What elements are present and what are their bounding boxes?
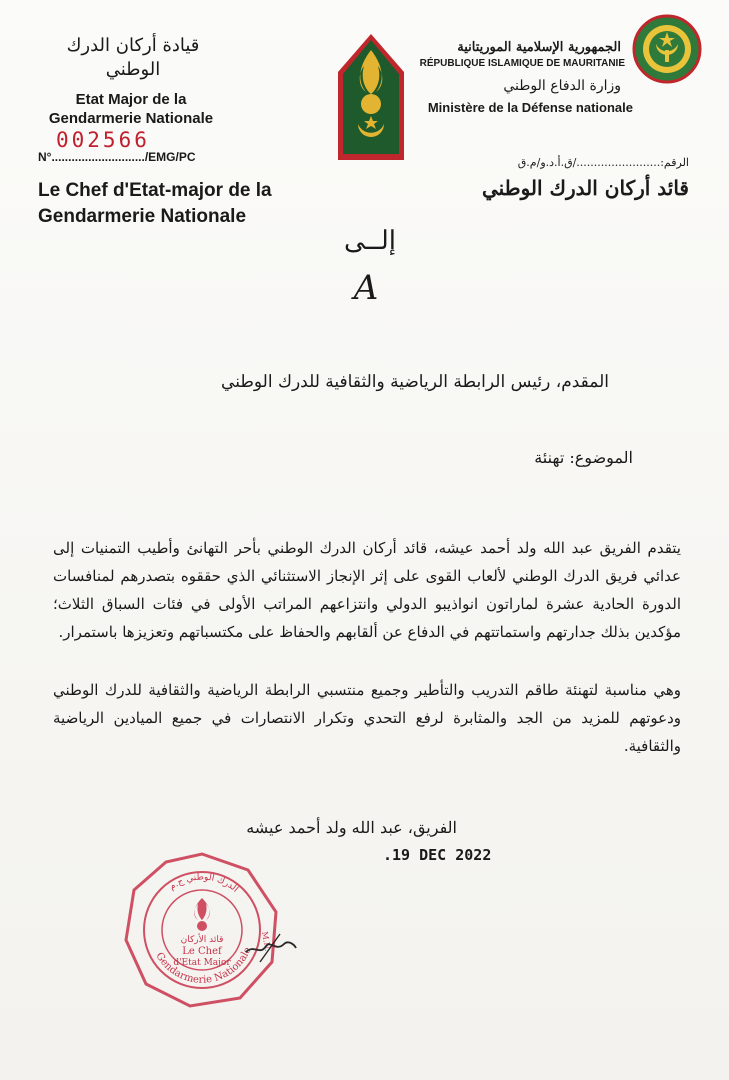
ministry-french: Ministère de la Défense nationale — [427, 100, 633, 115]
signatory: الفريق، عبد الله ولد أحمد عيشه — [246, 818, 457, 837]
serial-number: 002566 — [56, 128, 150, 152]
state-seal-icon — [632, 14, 702, 84]
chief-title-arabic: قائد أركان الدرك الوطني — [481, 176, 689, 200]
reference-left: N°............................/EMG/PC — [38, 150, 196, 164]
to-arabic: إلــى — [343, 226, 397, 256]
chief-title-fr: Le Chef d'Etat-major de la Gendarmerie Nationale — [38, 180, 272, 227]
to-french: A — [353, 268, 379, 308]
stamp-ring-text: Gendarmerie Nationale — [153, 945, 254, 986]
stamp-mn: M.N. — [260, 930, 273, 952]
body-paragraph-2: وهي مناسبة لتهنئة طاقم التدريب والتأطير وجميع منتسبي الرابطة الرياضية والثقافية للدرك الوطني ودعوتهم للمزيد من الجد والمثابرة لرفع التحدي وتكرار الانتصارات في جميع الميادين الرياضية والثقافية. — [53, 681, 681, 755]
republic-french: RÉPUBLIQUE ISLAMIQUE DE MAURITANIE — [419, 58, 625, 69]
stamp-text-em: d'Etat Major — [173, 958, 231, 968]
gendarmerie-emblem-icon — [336, 32, 406, 162]
stamp-text-chef: Le Chef — [182, 946, 222, 957]
body-paragraph-1: يتقدم الفريق عبد الله ولد أحمد عيشه، قائد أركان الدرك الوطني بأحر التهانئ وأطيب التمنيات إلى عدائي فريق الدرك الوطني لألعاب القوى على إثر الإنجاز الاستثنائي الذي حققوه بتصدرهم لمنافسات الدورة الحادية عشرة لماراتون انواذيبو الدولي وانتزاعهم المراتب الأولى في فئات السباق الثلاث؛ مؤكدين بذلك جدارتهم واستماتتهم في الدفاع عن ألقابهم والحفاظ على مكتسباتهم وتعزيزها باستمرار. — [53, 539, 681, 641]
left-arabic-title: قيادة أركان الدرك الوطني — [66, 35, 200, 80]
left-french-title: Etat Major de la Gendarmerie Nationale — [48, 91, 214, 127]
subject-line: الموضوع: تهنئة — [534, 448, 633, 467]
date-stamp: .19 DEC 2022 — [383, 846, 492, 864]
stamp-ring-text-top: الدرك الوطني ج.م — [167, 872, 240, 895]
addressee: المقدم، رئيس الرابطة الرياضية والثقافية للدرك الوطني — [221, 372, 609, 392]
signature-mark-icon — [240, 922, 300, 972]
reference-right: الرقم:......................../ق.أ.د.و/م.ق — [517, 156, 689, 169]
ministry-arabic: وزارة الدفاع الوطني — [503, 78, 621, 94]
republic-arabic: الجمهورية الإسلامية الموريتانية — [457, 40, 621, 55]
stamp-text-ar: قائد الأركان — [180, 935, 224, 945]
